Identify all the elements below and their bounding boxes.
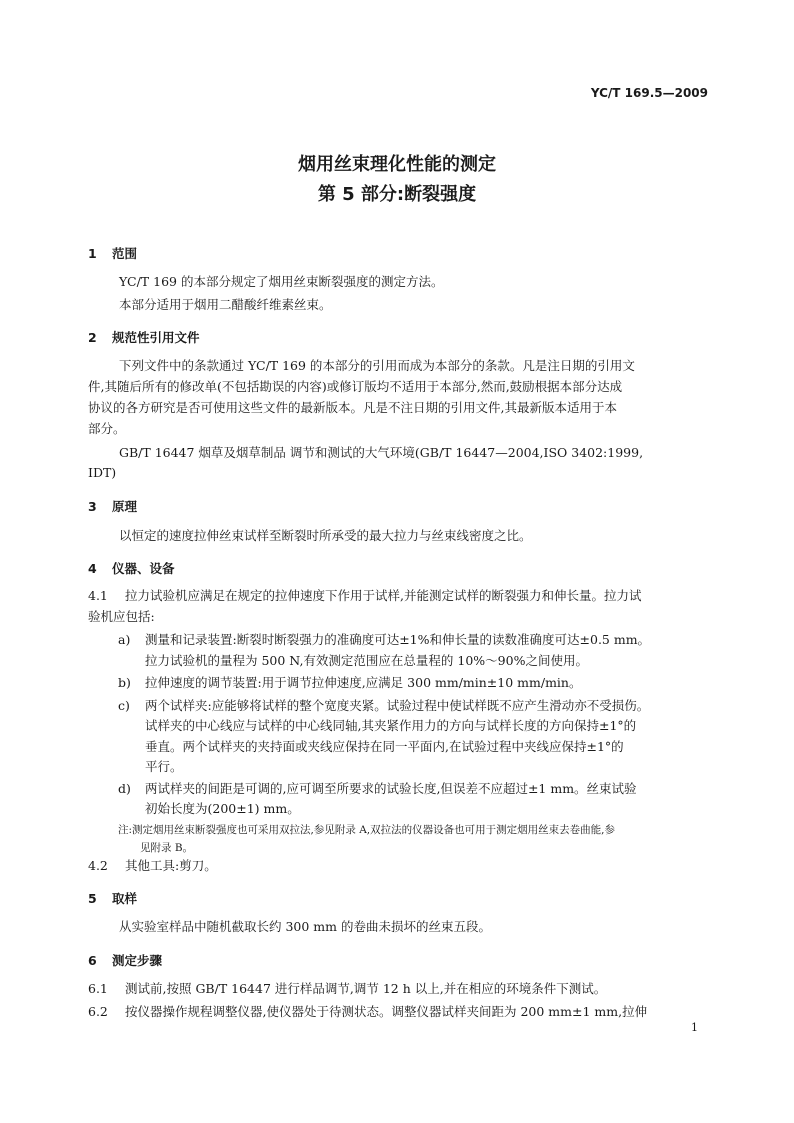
list-item-c: 试样夹的中心线应与试样的中心线同轴,其夹紧作用力的方向与试样长度的方向保持±1°的 (145, 718, 637, 733)
section-2-paragraph: 下列文件中的条款通过 YC/T 169 的本部分的引用而成为本部分的条款。凡是注日期的引用文 (119, 358, 635, 373)
section-5-heading: 5 取样 (88, 891, 138, 906)
clause-6-2-text: 按仪器操作规程调整仪器,使仪器处于待测状态。调整仪器试样夹间距为 200 mm±1 mm,拉伸 (125, 1004, 648, 1019)
normative-reference: GB/T 16447 烟草及烟草制品 调节和测试的大气环境(GB/T 16447—2004,ISO 3402:1999, (119, 445, 644, 460)
section-1-paragraph: YC/T 169 的本部分规定了烟用丝束断裂强度的测定方法。 (119, 274, 444, 289)
list-marker-d: d) (118, 781, 131, 796)
clause-6-1-text: 测试前,按照 GB/T 16447 进行样品调节,调节 12 h 以上,并在相应的环境条件下测试。 (125, 981, 607, 996)
section-4-heading: 4 仪器、设备 (88, 561, 175, 576)
note: 见附录 B。 (140, 842, 194, 854)
section-2-paragraph: 件,其随后所有的修改单(不包括勘误的内容)或修订版均不适用于本部分,然而,鼓励根据本部分达成 (88, 379, 623, 394)
section-1-heading: 1 范围 (88, 246, 138, 261)
note: 注:测定烟用丝束断裂强度也可采用双拉法,参见附录 A,双拉法的仪器设备也可用于测定烟用丝束去卷曲能,参 (118, 824, 615, 836)
document-title: 烟用丝束理化性能的测定 (298, 154, 496, 175)
section-5-paragraph: 从实验室样品中随机截取长约 300 mm 的卷曲未损坏的丝束五段。 (119, 919, 491, 934)
standard-code: YC/T 169.5—2009 (590, 86, 708, 100)
document-subtitle: 第 5 部分:断裂强度 (317, 184, 477, 205)
section-3-heading: 3 原理 (88, 499, 138, 514)
section-2-heading: 2 规范性引用文件 (88, 330, 200, 345)
clause-4-2-number: 4.2 (88, 858, 108, 873)
list-marker-c: c) (118, 698, 130, 713)
list-item-d: 初始长度为(200±1) mm。 (145, 801, 300, 816)
section-3-paragraph: 以恒定的速度拉伸丝束试样至断裂时所承受的最大拉力与丝束线密度之比。 (119, 528, 532, 543)
list-item-a: 测量和记录装置:断裂时断裂强力的准确度可达±1%和伸长量的读数准确度可达±0.5 mm。 (145, 632, 651, 647)
list-item-a: 拉力试验机的量程为 500 N,有效测定范围应在总量程的 10%～90%之间使用。 (145, 653, 588, 668)
normative-reference: IDT) (88, 465, 117, 480)
section-6-heading: 6 测定步骤 (88, 953, 163, 968)
list-item-c: 两个试样夹:应能够将试样的整个宽度夹紧。试验过程中使试样既不应产生滑动亦不受损伤。 (145, 698, 650, 713)
list-item-c: 平行。 (145, 759, 183, 774)
clause-6-2-number: 6.2 (88, 1004, 108, 1019)
clause-6-1-number: 6.1 (88, 981, 108, 996)
section-2-paragraph: 协议的各方研究是否可使用这些文件的最新版本。凡是不注日期的引用文件,其最新版本适用于本 (88, 400, 617, 415)
list-item-c: 垂直。两个试样夹的夹持面或夹线应保持在同一平面内,在试验过程中夹线应保持±1°的 (145, 739, 624, 754)
clause-4-1-text: 拉力试验机应满足在规定的拉伸速度下作用于试样,并能测定试样的断裂强力和伸长量。拉力试 (125, 588, 642, 603)
page-number: 1 (691, 1021, 698, 1034)
clause-4-2-text: 其他工具:剪刀。 (125, 858, 217, 873)
section-1-paragraph: 本部分适用于烟用二醋酸纤维素丝束。 (119, 297, 332, 312)
list-item-d: 两试样夹的间距是可调的,应可调至所要求的试验长度,但误差不应超过±1 mm。丝束试验 (145, 781, 637, 796)
section-2-paragraph: 部分。 (88, 421, 126, 436)
clause-4-1-text: 验机应包括: (88, 609, 155, 624)
list-marker-b: b) (118, 675, 131, 690)
list-item-b: 拉伸速度的调节装置:用于调节拉伸速度,应满足 300 mm/min±10 mm/min。 (145, 675, 582, 690)
clause-4-1-number: 4.1 (88, 588, 108, 603)
list-marker-a: a) (118, 632, 131, 647)
